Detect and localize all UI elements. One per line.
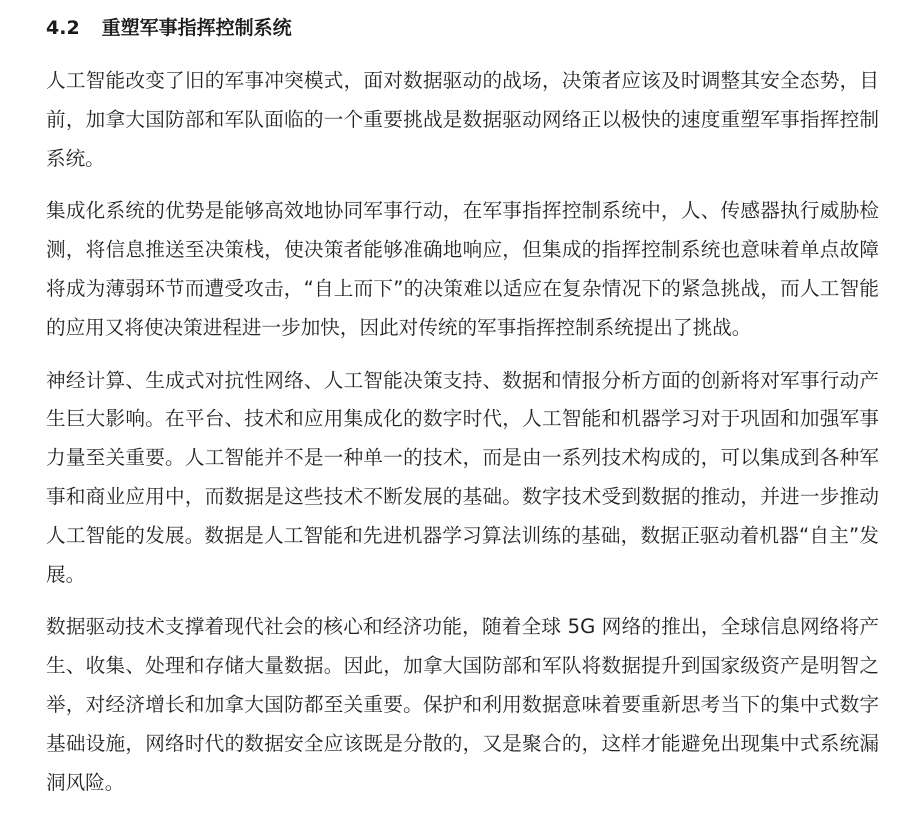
paragraph-2: 集成化系统的优势是能够高效地协同军事行动，在军事指挥控制系统中，人、传感器执行威胁检测，将信息推送至决策栈，使决策者能够准确地响应，但集成的指挥控制系统也意味着单点故障将成为薄弱环节而遭受攻击，“自上而下”的决策难以适应在复杂情况下的紧急挑战，而人工智能的应用又将使决策进程进一步加快，因此对传统的军事指挥控制系统提出了挑战。 xyxy=(46,199,879,339)
section-heading xyxy=(46,14,879,42)
section-title: 重塑军事指挥控制系统 xyxy=(101,17,292,39)
paragraph-3: 神经计算、生成式对抗性网络、人工智能决策支持、数据和情报分析方面的创新将对军事行动产生巨大影响。在平台、技术和应用集成化的数字时代，人工智能和机器学习对于巩固和加强军事力量至关重要。人工智能并不是一种单一的技术，而是由一系列技术构成的，可以集成到各种军事和商业应用中，而数据是这些技术不断发展的基础。数字技术受到数据的推动，并进一步推动人工智能的发展。数据是人工智能和先进机器学习算法训练的基础，数据正驱动着机器“自主”发展。 xyxy=(46,368,879,586)
paragraph-4: 数据驱动技术支撑着现代社会的核心和经济功能，随着全球 5G 网络的推出，全球信息网络将产生、收集、处理和存储大量数据。因此，加拿大国防部和军队将数据提升到国家级资产是明智之举，对经济增长和加拿大国防都至关重要。保护和利用数据意味着要重新思考当下的集中式数字基础设施，网络时代的数据安全应该既是分散的，又是聚合的，这样才能避免出现集中式系统漏洞风险。 xyxy=(46,615,879,794)
paragraph-1: 人工智能改变了旧的军事冲突模式，面对数据驱动的战场，决策者应该及时调整其安全态势，目前，加拿大国防部和军队面临的一个重要挑战是数据驱动网络正以极快的速度重塑军事指挥控制系统。 xyxy=(46,69,879,170)
section-number: 4.2 xyxy=(46,17,80,39)
